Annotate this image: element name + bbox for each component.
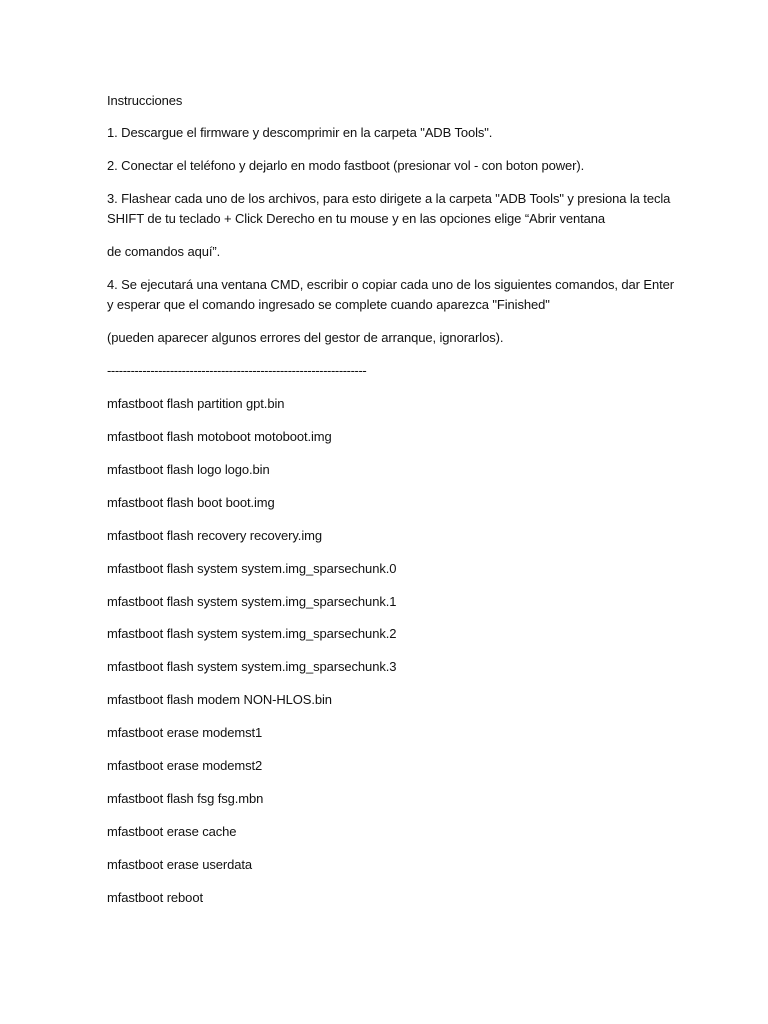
command-line: mfastboot flash recovery recovery.img [107,528,322,543]
command-line: mfastboot erase modemst1 [107,725,263,740]
command-line: mfastboot flash system system.img_sparsechunk.1 [107,594,397,609]
command-line: mfastboot flash partition gpt.bin [107,396,285,411]
command-line: mfastboot erase userdata [107,857,253,872]
command-line: mfastboot flash motoboot motoboot.img [107,429,332,444]
command-line: mfastboot flash system system.img_sparsechunk.3 [107,659,397,674]
step-4-line-2: y esperar que el comando ingresado se complete cuando aparezca "Finished" [107,297,550,312]
step-3-line-3: de comandos aquí”. [107,244,221,259]
step-4-line-1: 4. Se ejecutará una ventana CMD, escribir o copiar cada uno de los siguientes comandos, dar Enter [107,277,674,292]
divider-line: ------------------------------------------------------------------ [107,363,367,378]
document-title: Instrucciones [107,93,183,108]
command-line: mfastboot reboot [107,890,203,905]
step-4-note: (pueden aparecer algunos errores del gestor de arranque, ignorarlos). [107,330,504,345]
command-line: mfastboot flash modem NON-HLOS.bin [107,692,332,707]
step-2: 2. Conectar el teléfono y dejarlo en modo fastboot (presionar vol - con boton power). [107,158,585,173]
step-3-line-1: 3. Flashear cada uno de los archivos, para esto dirigete a la carpeta "ADB Tools" y presiona la tecla [107,191,671,206]
step-3-line-2: SHIFT de tu teclado + Click Derecho en tu mouse y en las opciones elige “Abrir ventana [107,211,606,226]
command-line: mfastboot flash boot boot.img [107,495,275,510]
command-line: mfastboot flash system system.img_sparsechunk.0 [107,561,397,576]
command-line: mfastboot flash fsg fsg.mbn [107,791,264,806]
command-line: mfastboot erase cache [107,824,237,839]
command-line: mfastboot flash logo logo.bin [107,462,270,477]
command-line: mfastboot erase modemst2 [107,758,263,773]
step-1: 1. Descargue el firmware y descomprimir en la carpeta "ADB Tools". [107,125,493,140]
command-line: mfastboot flash system system.img_sparsechunk.2 [107,626,397,641]
